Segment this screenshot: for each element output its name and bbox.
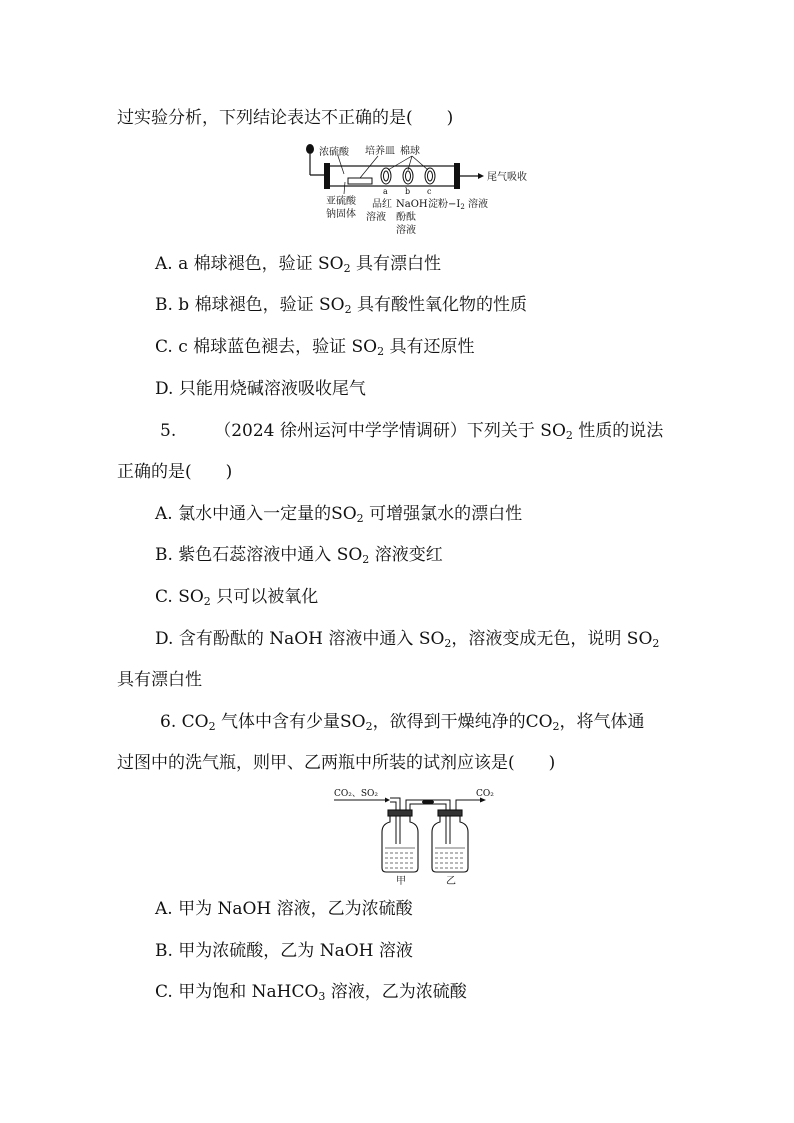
label-sulfite-2: 钠固体 <box>326 209 356 220</box>
label-tail-gas: 尾气吸收 <box>487 172 527 183</box>
q5-option-c: C. $SO_2$ 只可以被氧化 <box>155 587 319 608</box>
q6-stem-line2: 过图中的洗气瓶，则甲、乙两瓶中所装的试剂应该是( ) <box>117 753 556 773</box>
label-b: b <box>405 187 411 196</box>
q6-option-a: A. 甲为 NaOH 溶液，乙为浓硫酸 <box>155 899 413 919</box>
q5-option-d: D. 含有酚酞的 NaOH 溶液中通入 $SO_2$，溶液变成无色，说明 $SO_2$ <box>155 629 660 650</box>
label-a-line1: 品红 <box>372 199 392 210</box>
label-b-line3: 溶液 <box>396 225 416 236</box>
question-stem: 过实验分析，下列结论表达不正确的是( ) <box>117 108 454 128</box>
label-c: c <box>427 187 432 196</box>
q5-number: 5. <box>160 421 177 441</box>
label-b-line2: 酚酞 <box>396 212 416 223</box>
tube-apparatus-diagram <box>300 142 540 238</box>
label-dish: 培养皿 <box>365 146 395 157</box>
q5-option-b: B. 紫色石蕊溶液中通入 $SO_2$ 溶液变红 <box>155 545 443 566</box>
wash-bottles-diagram <box>330 786 510 886</box>
label-sulfite-1: 亚硫酸 <box>326 196 356 207</box>
q4-option-b: B. b 棉球褪色，验证 $SO_2$ 具有酸性氧化物的性质 <box>155 295 527 316</box>
label-conc-acid: 浓硫酸 <box>319 147 349 158</box>
label-cotton: 棉球 <box>400 146 420 157</box>
q5-option-d-line2: 具有漂白性 <box>117 670 202 690</box>
q5-stem: 5. （2024 徐州运河中学学情调研）下列关于 $SO_2$ 性质的说法 <box>160 421 664 442</box>
label-bottle-jia: 甲 <box>396 876 406 886</box>
label-a-line2: 溶液 <box>366 212 386 223</box>
q4-option-c: C. c 棉球蓝色褪去，验证 $SO_2$ 具有还原性 <box>155 337 475 358</box>
label-b-line1: NaOH <box>396 199 428 210</box>
q4-option-d: D. 只能用烧碱溶液吸收尾气 <box>155 379 366 399</box>
q6-option-c: C. 甲为饱和 NaHCO$_3$ 溶液，乙为浓硫酸 <box>155 982 467 1003</box>
q6-option-b: B. 甲为浓硫酸，乙为 NaOH 溶液 <box>155 941 413 961</box>
q5-option-a: A. 氯水中通入一定量的$SO_2$ 可增强氯水的漂白性 <box>155 504 523 525</box>
q6-stem: 6. $CO_2$ 气体中含有少量$SO_2$，欲得到干燥纯净的$CO_2$，将气体通 <box>160 712 645 733</box>
label-a: a <box>383 187 388 196</box>
q4-option-a: A. a 棉球褪色，验证 $SO_2$ 具有漂白性 <box>155 254 442 275</box>
q5-stem-line2: 正确的是( ) <box>117 462 233 482</box>
label-bottle-yi: 乙 <box>446 876 456 886</box>
label-c-line1: 淀粉$-I_2$ 溶液 <box>428 199 488 211</box>
label-gas-out: CO₂ <box>476 789 494 799</box>
label-gas-in: CO₂、SO₂ <box>334 789 379 799</box>
